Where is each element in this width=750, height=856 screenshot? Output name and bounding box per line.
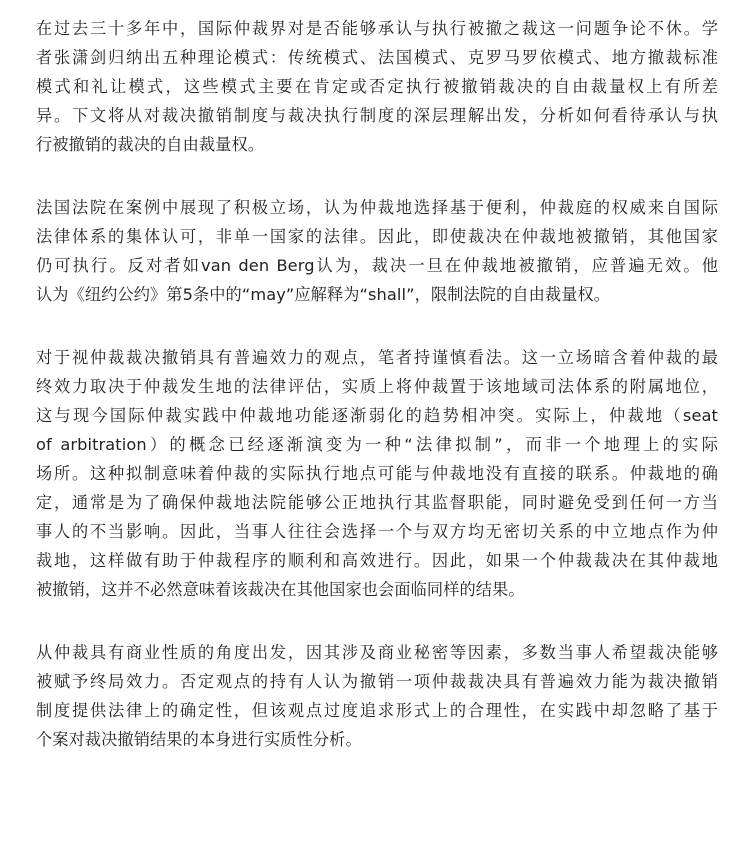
- text-line: 模式和礼让模式，这些模式主要在肯定或否定执行被撤销裁决的自由裁量权上有所差: [36, 77, 718, 96]
- paragraph-1: [36, 14, 718, 159]
- text-line: 从仲裁具有商业性质的角度出发，因其涉及商业秘密等因素，多数当事人希望裁决能够: [36, 643, 718, 662]
- text-line: 对于视仲裁裁决撤销具有普遍效力的观点，笔者持谨慎看法。这一立场暗含着仲裁的最: [36, 348, 718, 367]
- paragraph-2: [36, 193, 718, 309]
- text-line: 个案对裁决撤销结果的本身进行实质性分析。: [36, 730, 362, 749]
- text-line: 仍可执行。反对者如van den Berg认为，裁决一旦在仲裁地被撤销，应普遍无效。他: [36, 256, 718, 275]
- text-line: 行被撤销的裁决的自由裁量权。: [36, 135, 265, 154]
- text-line: 场所。这种拟制意味着仲裁的实际执行地点可能与仲裁地没有直接的联系。仲裁地的确: [36, 464, 718, 483]
- text-line: 裁地，这样做有助于仲裁程序的顺利和高效进行。因此，如果一个仲裁裁决在其仲裁地: [36, 551, 718, 570]
- text-line: 异。下文将从对裁决撤销制度与裁决执行制度的深层理解出发，分析如何看待承认与执: [36, 106, 718, 125]
- paragraph-3: [36, 343, 718, 604]
- text-line: 者张潇剑归纳出五种理论模式：传统模式、法国模式、克罗马罗依模式、地方撤裁标准: [36, 48, 718, 67]
- text-line: 制度提供法律上的确定性，但该观点过度追求形式上的合理性，在实践中却忽略了基于: [36, 701, 718, 720]
- text-line: 认为《纽约公约》第5条中的“may”应解释为“shall”，限制法院的自由裁量权。: [36, 285, 611, 304]
- text-line: 在过去三十多年中，国际仲裁界对是否能够承认与执行被撤之裁这一问题争论不休。学: [36, 19, 718, 38]
- text-line: 被撤销，这并不必然意味着该裁决在其他国家也会面临同样的结果。: [36, 580, 525, 599]
- text-line: 这与现今国际仲裁实践中仲裁地功能逐渐弱化的趋势相冲突。实际上，仲裁地（seat: [36, 406, 718, 425]
- text-line: 定，通常是为了确保仲裁地法院能够公正地执行其监督职能，同时避免受到任何一方当: [36, 493, 718, 512]
- text-line: 事人的不当影响。因此，当事人往往会选择一个与双方均无密切关系的中立地点作为仲: [36, 522, 718, 541]
- text-line: 法国法院在案例中展现了积极立场，认为仲裁地选择基于便利，仲裁庭的权威来自国际: [36, 198, 718, 217]
- text-line: 法律体系的集体认可，非单一国家的法律。因此，即使裁决在仲裁地被撤销，其他国家: [36, 227, 718, 246]
- text-line: 终效力取决于仲裁发生地的法律评估，实质上将仲裁置于该地域司法体系的附属地位，: [36, 377, 718, 396]
- text-line: of arbitration）的概念已经逐渐演变为一种“法律拟制”，而非一个地理上的实际: [36, 435, 718, 454]
- text-line: 被赋予终局效力。否定观点的持有人认为撤销一项仲裁裁决具有普遍效力能为裁决撤销: [36, 672, 718, 691]
- paragraph-4: [36, 638, 718, 754]
- document-body: [36, 14, 718, 788]
